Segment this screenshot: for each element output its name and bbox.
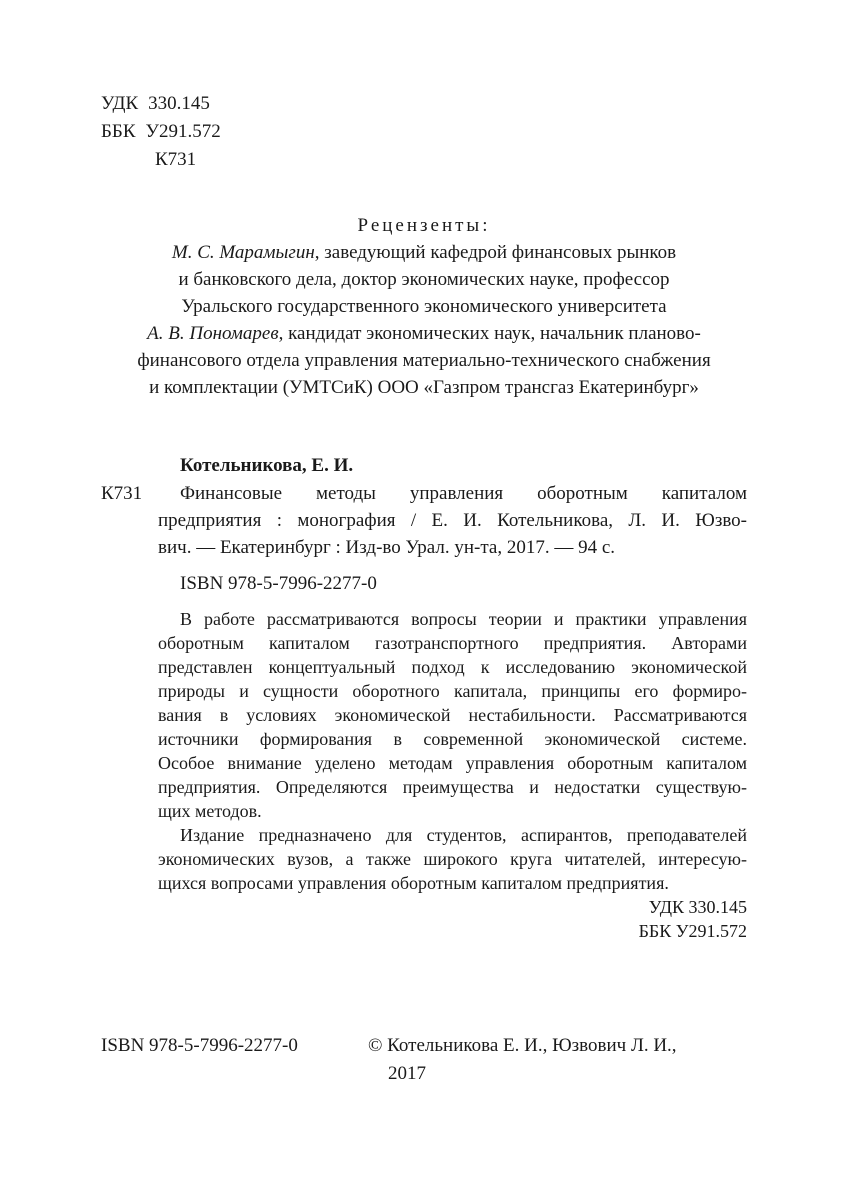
annotation: [158, 609, 747, 945]
annotation-line: вания в условиях экономической нестабильности. Рассматриваются: [158, 705, 747, 725]
annotation-line: природы и сущности оборотного капитала, принципы его формиро-: [158, 681, 747, 701]
footer-copyright-year: 2017: [388, 1063, 426, 1084]
annotation-bbk: ББК У291.572: [638, 921, 747, 941]
annotation-line: экономических вузов, а также широкого круга читателей, интересую-: [158, 849, 747, 869]
annotation-line: щих методов.: [158, 801, 262, 821]
udk-value: 330.145: [148, 93, 210, 114]
annotation-line: Особое внимание уделено методам управления оборотным капиталом: [158, 753, 747, 773]
catalog-isbn: ISBN 978-5-7996-2277-0: [180, 573, 377, 594]
bbk-value: У291.572: [145, 121, 221, 142]
catalog-author: Котельникова, Е. И.: [180, 455, 354, 476]
reviewer-2-line-2: финансового отдела управления материально-технического снабжения: [137, 350, 711, 371]
reviewer-2-line-1: А. В. Пономарев, кандидат экономических наук, начальник планово-: [147, 323, 701, 344]
udk-code: [101, 90, 210, 117]
reviewer-1-line-2: и банковского дела, доктор экономических науке, профессор: [178, 269, 670, 290]
footer-isbn: ISBN 978-5-7996-2277-0: [101, 1035, 298, 1056]
catalog-title-line-1: Финансовые методы управления оборотным капиталом: [180, 483, 747, 504]
bbk-code: [101, 118, 221, 145]
reviewer-1-line-3: Уральского государственного экономического университета: [181, 296, 667, 317]
annotation-line: представлен концептуальный подход к исследованию экономической: [158, 657, 747, 677]
annotation-line: Издание предназначено для студентов, аспирантов, преподавателей: [180, 825, 747, 845]
reviewer-1-line-1: М. С. Марамыгин, заведующий кафедрой финансовых рынков: [171, 242, 677, 263]
reviewers-block: [101, 212, 747, 401]
bbk-label: ББК: [101, 121, 136, 142]
annotation-line: В работе рассматриваются вопросы теории и практики управления: [180, 609, 747, 629]
catalog-title: [158, 480, 747, 561]
catalog-title-line-2: предприятия : монография / Е. И. Котельникова, Л. И. Юзво-: [158, 510, 747, 531]
catalog-title-line-3: вич. — Екатеринбург : Изд-во Урал. ун-та, 2017. — 94 с.: [158, 537, 616, 558]
annotation-line: источники формирования в современной экономической системе.: [158, 729, 747, 749]
footer-copyright: © Котельникова Е. И., Юзвович Л. И.,: [368, 1035, 677, 1056]
reviewer-2-line-3: и комплектации (УМТСиК) ООО «Газпром трансгаз Екатеринбург»: [149, 377, 699, 398]
reviewers-heading: Рецензенты:: [357, 215, 491, 236]
catalog-sign: К731: [101, 483, 143, 504]
reviewer-1-name: М. С. Марамыгин: [171, 242, 315, 263]
annotation-line: щихся вопросами управления оборотным капиталом предприятия.: [158, 873, 669, 893]
annotation-udk: УДК 330.145: [648, 897, 747, 917]
author-sign: К731: [155, 149, 197, 170]
udk-label: УДК: [101, 93, 139, 114]
annotation-line: оборотным капиталом газотранспортного предприятия. Авторами: [158, 633, 747, 653]
reviewer-2-name: А. В. Пономарев: [147, 323, 279, 344]
annotation-line: предприятия. Определяются преимущества и недостатки существую-: [158, 777, 747, 797]
